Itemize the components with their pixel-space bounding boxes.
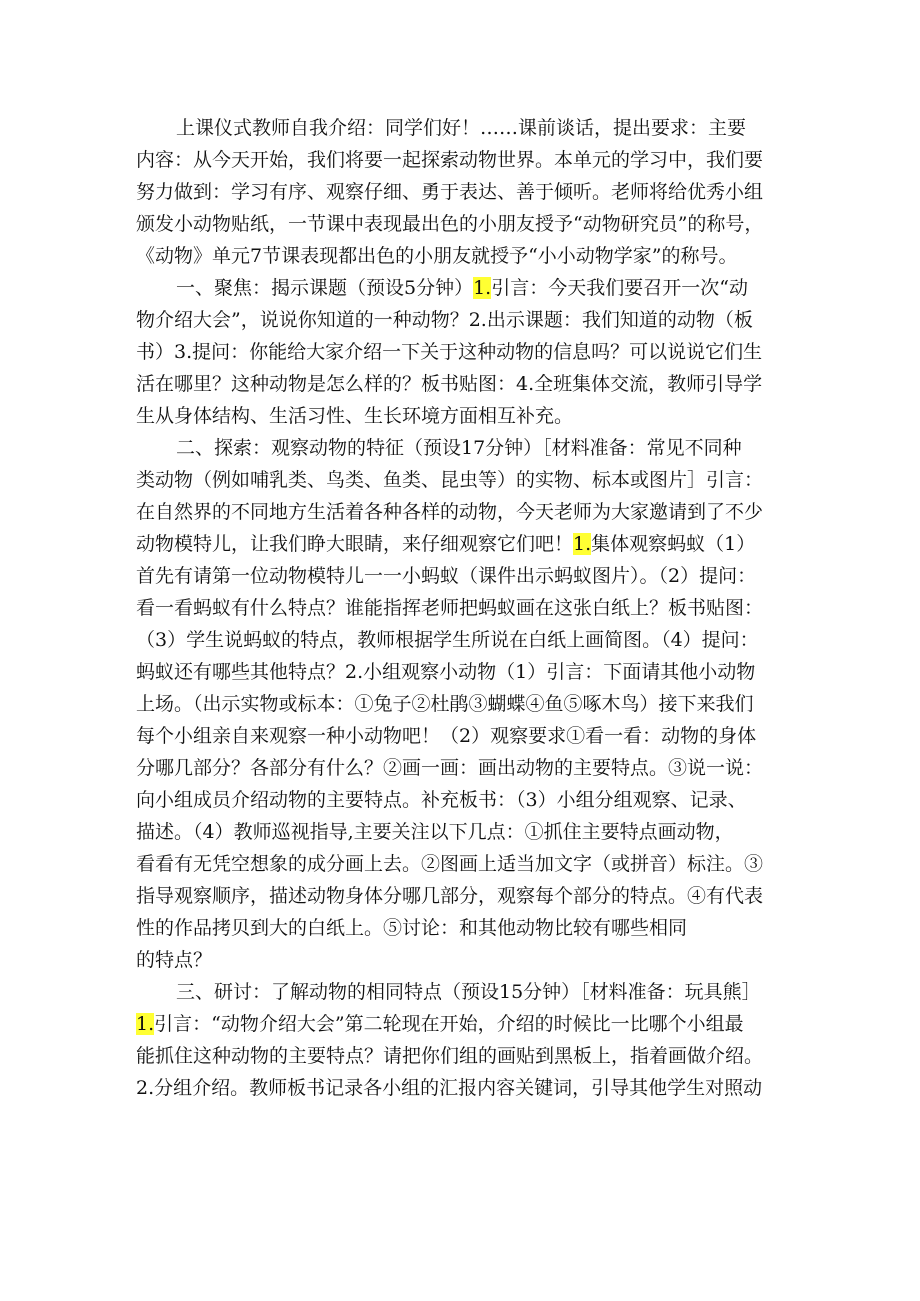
intro-line: 努力做到：学习有序、观察仔细、勇于表达、善于倾听。老师将给优秀小组 (136, 181, 764, 203)
section3-heading: 三、研讨：了解动物的相同特点（预设15分钟）［材料准备：玩具熊］ (176, 981, 761, 1003)
section2-line: 首先有请第一位动物模特儿一一小蚂蚁（课件出示蚂蚁图片）。（2）提问： (136, 565, 757, 587)
section1-line: 物介绍大会”，说说你知道的一种动物？2.出示课题：我们知道的动物（板 (136, 309, 753, 331)
section2-line: 分哪几部分？各部分有什么？②画一画：画出动物的主要特点。③说一说： (136, 757, 764, 779)
section1-heading-line (176, 276, 748, 300)
intro-line: 内容：从今天开始，我们将要一起探索动物世界。本单元的学习中，我们要 (136, 149, 764, 171)
section3-line: 2.分组介绍。教师板书记录各小组的汇报内容关键词，引导其他学生对照动 (136, 1077, 763, 1099)
section2-line: 上场。（出示实物或标本：①兔子②杜鹃③蝴蝶④鱼⑤啄木鸟）接下来我们 (136, 693, 754, 715)
section1-line: 书）3.提问：你能给大家介绍一下关于这种动物的信息吗？可以说说它们生 (136, 341, 763, 363)
section2-text: 动物模特儿，让我们睁大眼睛，来仔细观察它们吧！ (136, 533, 574, 555)
section1-line: 生从身体结构、生活习性、生长环境方面相互补充。 (136, 405, 574, 427)
section2-heading: 二、探索：观察动物的特征（预设17分钟）［材料准备：常见不同种 (176, 437, 742, 459)
section2-line: 性的作品拷贝到大的白纸上。⑤讨论：和其他动物比较有哪些相同 (136, 917, 688, 939)
section1-heading: 一、聚焦：揭示课题（预设5分钟） (176, 277, 474, 299)
section2-line: 蚂蚁还有哪些其他特点？2.小组观察小动物（1）引言：下面请其他小动物 (136, 661, 756, 683)
section2-marker-line (136, 532, 755, 556)
section3-marker-line (136, 1012, 744, 1036)
section2-line: 看一看蚂蚁有什么特点？谁能指挥老师把蚂蚁画在这张白纸上？板书贴图： (136, 597, 764, 619)
intro-line: 颁发小动物贴纸，一节课中表现最出色的小朋友授予“动物研究员”的称号， (136, 213, 764, 235)
section2-line: 看看有无凭空想象的成分画上去。②图画上适当加文字（或拼音）标注。③ (136, 853, 764, 875)
intro-line: 上课仪式教师自我介绍：同学们好！……课前谈话，提出要求：主要 (176, 117, 747, 139)
section3-line: 能抓住这种动物的主要特点？请把你们组的画贴到黑板上，指着画做介绍。 (136, 1045, 764, 1067)
section2-line: （3）学生说蚂蚁的特点，教师根据学生所说在白纸上画简图。（4）提问： (136, 629, 759, 651)
section2-text: 集体观察蚂蚁（1） (591, 533, 756, 555)
highlight-marker: 1. (573, 533, 592, 555)
section2-line: 描述。（4）教师巡视指导,主要关注以下几点：①抓住主要特点画动物， (136, 821, 734, 843)
section2-line: 类动物（例如哺乳类、鸟类、鱼类、昆虫等）的实物、标本或图片］引言： (136, 469, 764, 491)
section2-line: 的特点？ (136, 949, 213, 971)
section2-line: 指导观察顺序，描述动物身体分哪几部分，观察每个部分的特点。④有代表 (136, 885, 764, 907)
highlight-marker: 1. (473, 277, 492, 299)
section2-line: 向小组成员介绍动物的主要特点。补充板书：（3）小组分组观察、记录、 (136, 789, 747, 811)
section2-line: 在自然界的不同地方生活着各种各样的动物，今天老师为大家邀请到了不少 (136, 501, 764, 523)
section2-line: 每个小组亲自来观察一种小动物吧！（2）观察要求①看一看：动物的身体 (136, 725, 757, 747)
section1-text: 引言：今天我们要召开一次“动 (491, 277, 748, 299)
section3-text: 引言：“动物介绍大会”第二轮现在开始，介绍的时候比一比哪个小组最 (154, 1013, 744, 1035)
intro-line: 《动物》单元7节课表现都出色的小朋友就授予“小小动物学家”的称号。 (136, 245, 738, 267)
section1-line: 活在哪里？这种动物是怎么样的？板书贴图：4.全班集体交流，教师引导学 (136, 373, 763, 395)
highlight-marker: 1. (136, 1013, 155, 1035)
